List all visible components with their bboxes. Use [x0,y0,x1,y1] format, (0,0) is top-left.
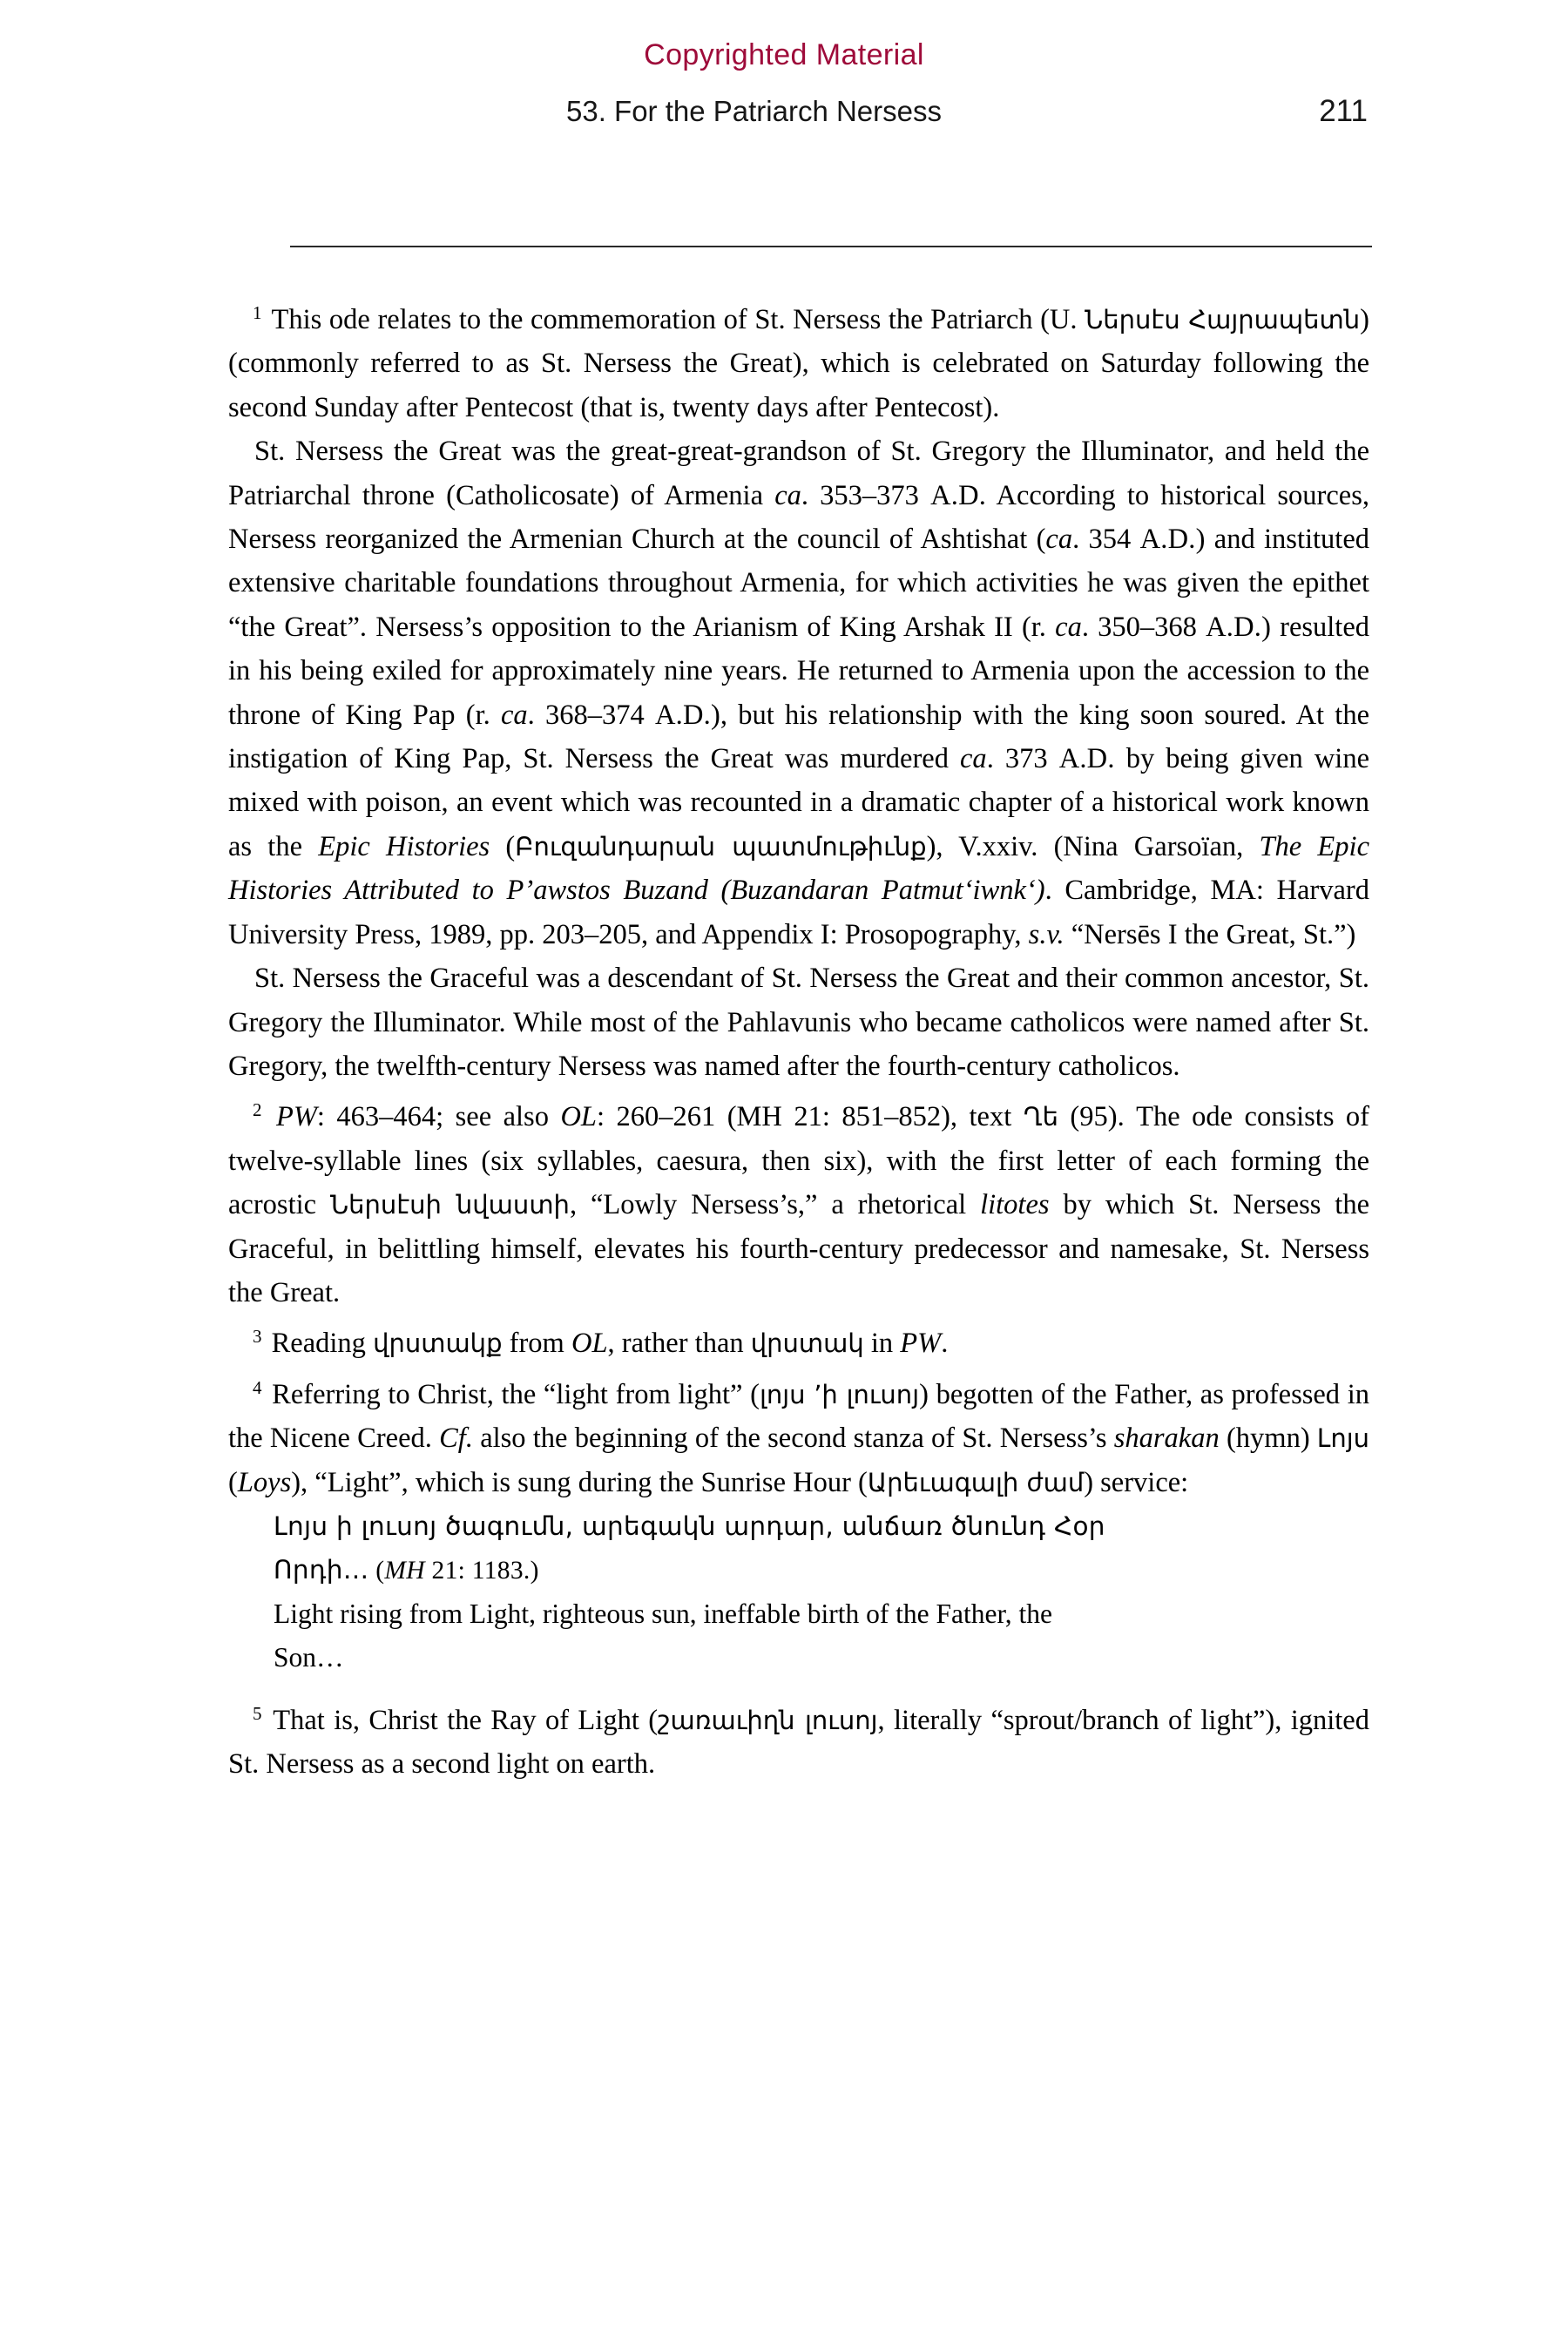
text-run: ), “Light”, which is sung during the Sunrise Hour ( [291,1466,868,1498]
armenian-text: Լոյս [1316,1423,1369,1454]
italic-text: Epic Histories [318,830,490,862]
text-run: Reading [271,1328,374,1360]
text-run: ), V.xxiv. (Nina Garsoïan, [926,830,1260,862]
text-run: St. Nersess the Great was the great-great-grandson of St. Gregory the Illuminator, and held the Patriarchal throne (Catholicosate) of Armenia [228,436,1369,511]
footnote-5 [228,1692,1369,1787]
italic-text: OL [571,1328,608,1360]
text-run: That is, Christ the Ray of Light ( [273,1704,659,1736]
running-head [226,94,1368,129]
italic-text: ca [500,699,528,731]
text-run: ) begotten of the Father, as professed in the Nicene Creed. [228,1378,1369,1455]
page-number: 211 [1319,94,1368,128]
italic-text: litotes [980,1189,1050,1221]
text-run: . 350–368 [1081,611,1206,643]
text-run: by which St. Nersess the Graceful, in belittling himself, elevates his fourth-century predecessor and namesake, St. Nersess the Great. [228,1189,1369,1308]
text-run: . 354 [1072,524,1140,556]
text-run: . [941,1328,949,1360]
italic-text: Loys [237,1466,292,1498]
text-run: , rather than [607,1328,751,1360]
armenian-text: շառաւիղն լուսոյ [658,1705,878,1735]
text-run: According to historical sources, Nersess reorganized the Armenian Church at the council of Ashtishat ( [228,479,1369,556]
text-run: , “Lowly Nersess’s,” a rhetorical [569,1189,981,1221]
text-run: also the beginning of the second stanza of St. Nersess’s [472,1423,1114,1455]
text-run: Referring to Christ, the “light from light” ( [272,1378,760,1410]
italic-text: ca [960,743,987,775]
text-run: : 260–261 (MH 21: 851–852), text [596,1101,1024,1133]
armenian-text: Բուզանդարան պատմութիւնք [515,831,927,862]
italic-text: ca [774,479,801,511]
quote-translation-line-1: Light rising from Light, righteous sun, ineffable birth of the Father, the [274,1598,1052,1629]
text-run: ) (commonly referred to as St. Nersess the Great), which is celebrated on Saturday following the second Sunday after Pentecost (that is, twenty days after Pentecost). [228,304,1369,423]
footnote-1 [228,291,1369,429]
footnote-marker: 5 [253,1702,262,1724]
small-caps-text: A.D. [1139,524,1196,556]
quote-armenian-line-1: Լոյս ի լուսոյ ծագումն, արեգակն արդար, անճառ ծնունդ Հօր [274,1511,1105,1541]
text-run: . 353–373 [801,479,931,511]
text-run: . 373 [986,743,1059,775]
armenian-text: Ղե [1023,1102,1058,1132]
italic-text: ca [1055,611,1082,643]
citation-source: MH [384,1556,425,1585]
text-run: ), but his relationship with the king soon soured. At the instigation of King Pap, St. Nersess the Great was murdered [228,699,1370,775]
text-run: “Nersēs I the Great, St.”) [1064,918,1356,950]
small-caps-text: A.D. [1058,743,1115,775]
quote-translation-line-2: Son… [274,1641,344,1673]
italic-text: ca [1045,524,1073,556]
armenian-text: Արեւագալի ժամ [867,1467,1085,1497]
small-caps-text: A.D. [1206,611,1262,643]
italic-text: sharakan [1113,1423,1220,1455]
armenian-text: Ներսէսի նվաստի [329,1190,570,1220]
italic-text: The Epic Histories Attributed to P’awstos Buzand (Buzandaran Patmut‘iwnk‘) [228,830,1369,907]
footnote-marker: 2 [253,1099,262,1121]
footnote-paragraph [228,429,1369,956]
italic-text: PW [275,1101,317,1133]
text-run: ) service: [1084,1466,1189,1498]
footnote-marker: 3 [253,1326,262,1348]
text-run: ( [228,1466,238,1498]
footnote-3 [228,1315,1369,1365]
footnote-separator-rule [290,246,1372,247]
text-run: St. Nersess the Graceful was a descendant of St. Nersess the Great and their common ancestor, St. Gregory the Illuminator. While most of the Pahlavunis who became catholicos were named after St. Gregory, the twelfth-century Nersess was named after the fourth-century catholicos. [228,963,1369,1082]
text-run: (95). The ode consists of twelve-syllable lines (six syllables, caesura, then six), with the first letter of each forming the acrostic [228,1101,1370,1221]
italic-text: Cf. [439,1423,473,1455]
running-head-title: 53. For the Patriarch Nersess [566,95,942,127]
copyrighted-material-banner: Copyrighted Material [644,38,924,71]
text-run: ( [490,830,516,862]
text-run: (hymn) [1219,1423,1317,1455]
italic-text: s.v. [1028,918,1064,950]
footnote-paragraph [228,956,1369,1088]
italic-text: OL [560,1101,597,1133]
armenian-text: լոյս ʼի լուսոյ [759,1379,920,1409]
text-run: , literally “sprout/branch of light”), ignited St. Nersess as a second light on earth. [228,1704,1369,1781]
armenian-text: վրստակ [750,1328,864,1359]
footnote-marker: 4 [253,1376,262,1398]
footnote-marker: 1 [253,302,262,323]
quote-armenian-line-2 [274,1548,1310,1592]
text-run: . Cambridge, MA: Harvard University Press, 1989, pp. 203–205, and Appendix I: Prosopography, [228,875,1369,950]
italic-text: PW [900,1328,942,1360]
text-run: from [502,1328,571,1360]
text-run: : 463–464; see also [316,1101,561,1133]
small-caps-text: A.D. [655,699,712,731]
armenian-text: Որդի… [274,1554,369,1585]
armenian-text: վրստակք [373,1328,503,1359]
text-run: ) and instituted extensive charitable foundations throughout Armenia, for which activities he was given the epithet “the Great”. Nersess’s opposition to the Arianism of King Arshak II (r. [228,524,1369,643]
armenian-text: Ներսէս Հայրապետն [1085,305,1361,335]
footnote-4 [228,1366,1369,1504]
text-run: by being given wine mixed with poison, an event which was recounted in a dramatic chapter of a historical work known as the [228,743,1369,862]
footnote-column [228,279,1369,1787]
text-run: ) resulted in his being exiled for approximately nine years. He returned to Armenia upon the accession to the throne of King Pap (r. [228,611,1370,731]
citation-locator: 21: 1183.) [424,1556,539,1585]
citation-open: ( [368,1556,385,1585]
text-run: This ode relates to the commemoration of St. Nersess the Patriarch (U. [271,304,1085,335]
small-caps-text: A.D. [930,479,987,511]
text-run: in [863,1328,901,1360]
footnote-2 [228,1088,1369,1315]
text-run: . 368–374 [527,699,656,731]
